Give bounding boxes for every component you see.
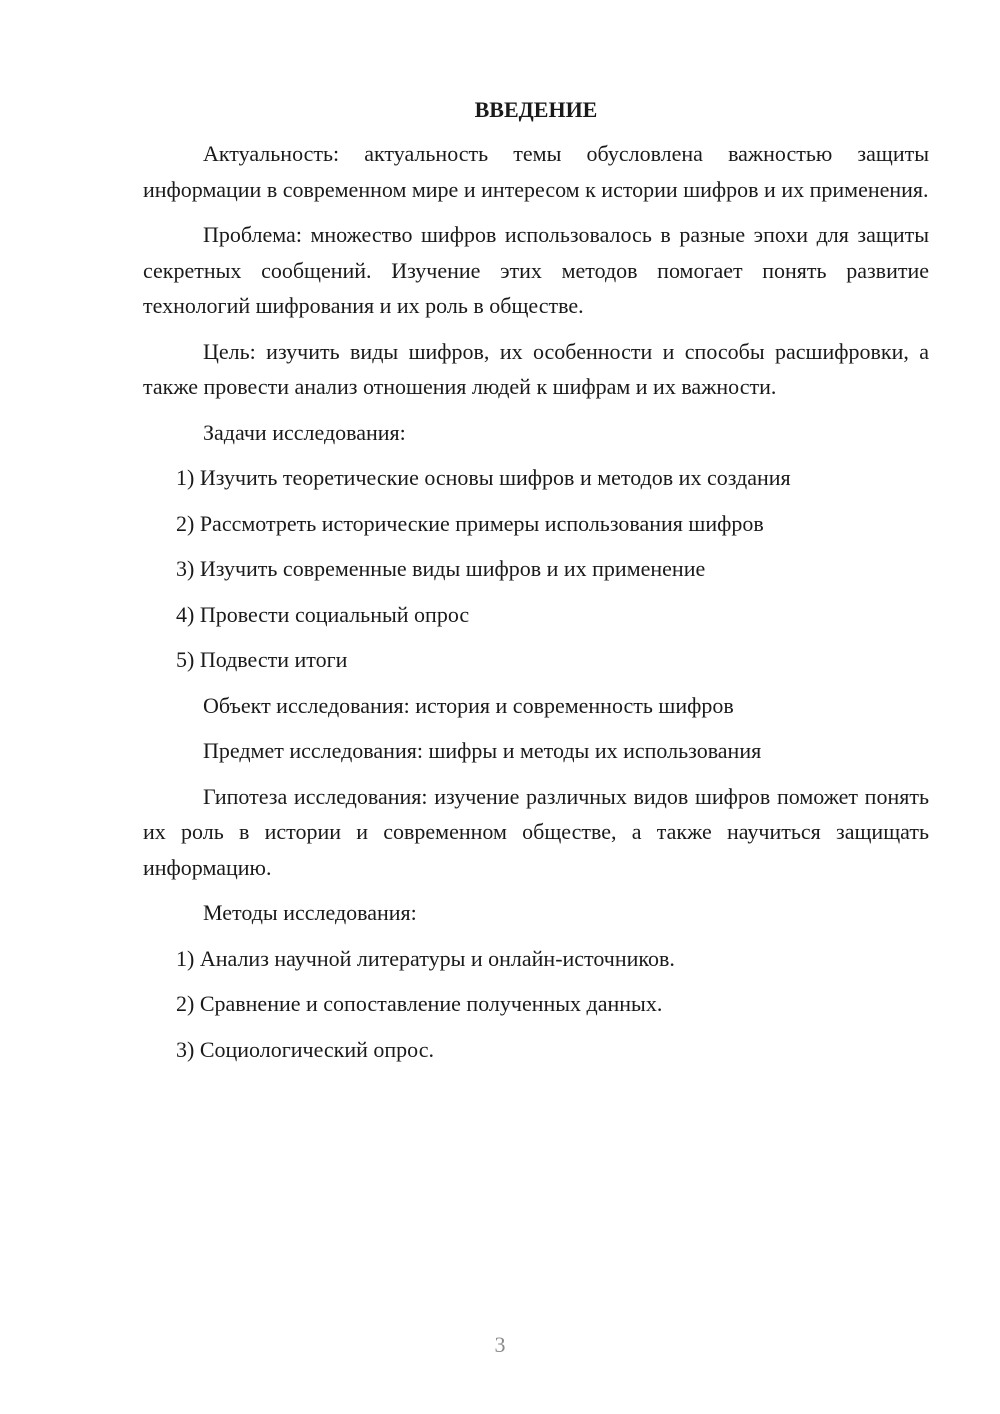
goal-paragraph: Цель: изучить виды шифров, их особенности и способы расшифровки, а также провести анализ отношения людей к шифрам и их важности. — [143, 338, 929, 399]
task-item: 1) Изучить теоретические основы шифров и методов их создания — [176, 465, 791, 490]
relevance-paragraph: Актуальность: актуальность темы обусловлена важностью защиты информации в современном мире и интересом к истории шифров и их применения. — [143, 141, 929, 202]
problem-paragraph: Проблема: множество шифров использовалось в разные эпохи для защиты секретных сообщений. Изучение этих методов помогает понять развитие технологий шифрования и их роль в обществе. — [143, 222, 929, 318]
document-page — [143, 92, 929, 1077]
method-item: 1) Анализ научной литературы и онлайн-источников. — [176, 945, 675, 971]
methods-heading: Методы исследования: — [203, 900, 417, 925]
tasks-heading: Задачи исследования: — [203, 419, 406, 445]
object-line: Объект исследования: история и современность шифров — [203, 692, 734, 718]
task-item: 3) Изучить современные виды шифров и их применение — [176, 556, 706, 581]
method-item: 2) Сравнение и сопоставление полученных данных. — [176, 991, 663, 1016]
task-item: 2) Рассмотреть исторические примеры использования шифров — [176, 510, 764, 536]
task-item: 5) Подвести итоги — [176, 647, 348, 672]
method-item: 3) Социологический опрос. — [176, 1036, 434, 1062]
page-number: 3 — [494, 1332, 506, 1357]
page-title: ВВЕДЕНИЕ — [474, 97, 598, 122]
task-item: 4) Провести социальный опрос — [176, 601, 470, 627]
subject-line: Предмет исследования: шифры и методы их использования — [203, 738, 762, 763]
hypothesis-paragraph: Гипотеза исследования: изучение различных видов шифров поможет понять их роль в истории и современном обществе, а также научиться защищать информацию. — [143, 783, 929, 880]
